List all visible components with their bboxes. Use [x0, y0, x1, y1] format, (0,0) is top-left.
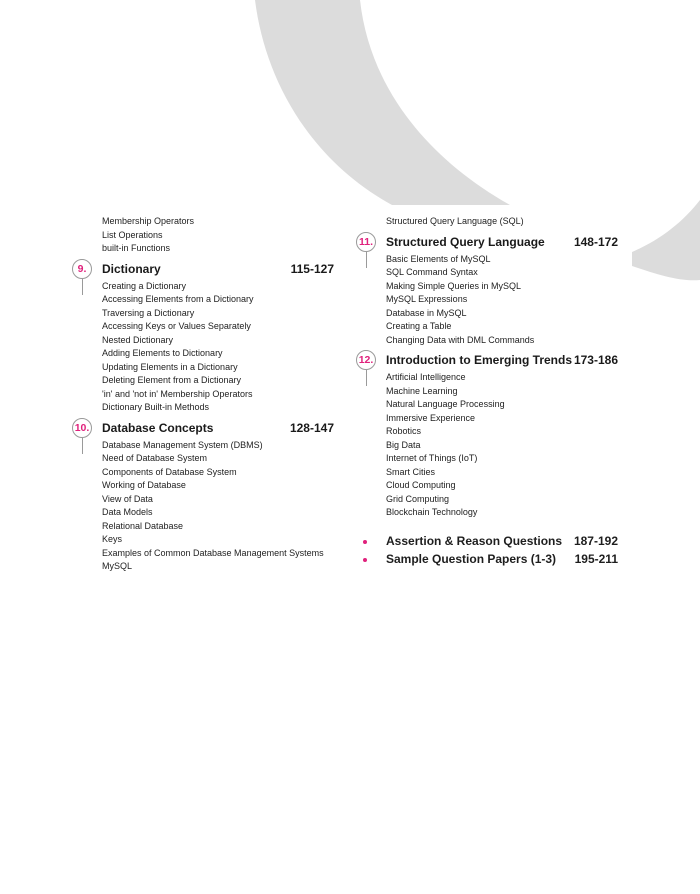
toc-item[interactable]: Updating Elements in a Dictionary: [102, 361, 238, 372]
chapter-number-badge: 12.: [356, 350, 376, 370]
extra-section-pages: 187-192: [573, 533, 618, 548]
badge-stem: [366, 252, 367, 268]
extra-section-title: Sample Question Papers (1-3): [386, 551, 557, 566]
toc-item[interactable]: Adding Elements to Dictionary: [102, 348, 223, 358]
extra-section-assertion-reason[interactable]: [356, 532, 618, 550]
spacer: [356, 520, 618, 532]
chapter-number-badge: 9.: [72, 259, 92, 279]
toc-item[interactable]: Relational Database: [102, 520, 184, 531]
toc-item[interactable]: Accessing Elements from a Dictionary: [102, 294, 254, 304]
toc-item[interactable]: Database in MySQL: [386, 307, 467, 318]
toc-item[interactable]: Grid Computing: [386, 493, 450, 504]
toc-item[interactable]: Membership Operators: [102, 216, 195, 226]
toc-item[interactable]: built-in Functions: [102, 243, 171, 253]
toc-item[interactable]: Accessing Keys or Values Separately: [102, 321, 251, 331]
toc-item[interactable]: Smart Cities: [386, 466, 436, 477]
toc-item[interactable]: Blockchain Technology: [386, 507, 478, 517]
toc-item[interactable]: Components of Database System: [102, 466, 237, 477]
chapter-pages: 115-127: [290, 261, 334, 276]
chapter-title: Introduction to Emerging Trends: [386, 353, 572, 367]
toc-left-column: [72, 215, 334, 574]
toc-item[interactable]: Immersive Experience: [386, 412, 476, 423]
toc-item[interactable]: Basic Elements of MySQL: [386, 253, 491, 264]
chapter-number-badge: 11.: [356, 232, 376, 252]
chapter-pages: 148-172: [573, 234, 618, 249]
toc-item[interactable]: Structured Query Language (SQL): [386, 216, 524, 226]
toc-item[interactable]: Creating a Dictionary: [102, 280, 187, 291]
toc-item[interactable]: Need of Database System: [102, 453, 208, 463]
toc-item[interactable]: Traversing a Dictionary: [102, 307, 195, 318]
toc-item[interactable]: Making Simple Queries in MySQL: [386, 280, 522, 291]
toc-item[interactable]: Robotics: [386, 426, 422, 436]
toc-item[interactable]: Nested Dictionary: [102, 334, 174, 345]
extra-section-title: Assertion & Reason Questions: [386, 533, 563, 548]
toc-item[interactable]: View of Data: [102, 493, 153, 504]
chapter-pages: 128-147: [289, 420, 334, 435]
bullet-dot-icon: [363, 558, 367, 562]
extra-section-pages: 195-211: [574, 551, 618, 566]
toc-item[interactable]: Database Management System (DBMS): [102, 439, 263, 450]
badge-stem: [82, 279, 83, 295]
chapter-title: Structured Query Language: [386, 234, 545, 249]
toc-right-column: [356, 215, 618, 568]
toc-item[interactable]: Working of Database: [102, 480, 186, 490]
extra-section-sample-papers[interactable]: [356, 550, 618, 568]
bullet-dot-icon: [363, 540, 367, 544]
badge-stem: [366, 370, 367, 386]
chapter-heading-12[interactable]: [356, 350, 618, 370]
toc-item[interactable]: MySQL Expressions: [386, 294, 468, 304]
chapter-heading-11[interactable]: [356, 232, 618, 252]
toc-item[interactable]: Machine Learning: [386, 385, 458, 396]
chapter-pages: 173-186: [573, 353, 618, 367]
toc-item[interactable]: Artificial Intelligence: [386, 372, 466, 382]
toc-item[interactable]: Examples of Common Database Management Systems: [102, 547, 324, 558]
chapter-heading-10[interactable]: [72, 418, 334, 438]
toc-item[interactable]: Big Data: [386, 439, 421, 450]
toc-item[interactable]: Deleting Element from a Dictionary: [102, 375, 242, 385]
chapter-title: Database Concepts: [102, 420, 214, 435]
toc-item[interactable]: 'in' and 'not in' Membership Operators: [102, 388, 253, 399]
toc-item[interactable]: Natural Language Processing: [386, 399, 505, 409]
toc-item[interactable]: Internet of Things (IoT): [386, 453, 478, 463]
toc-item[interactable]: Changing Data with DML Commands: [386, 334, 535, 345]
chapter-number-badge: 10.: [72, 418, 92, 438]
toc-item[interactable]: SQL Command Syntax: [386, 267, 478, 277]
toc-item[interactable]: Data Models: [102, 507, 153, 517]
chapter-title: Dictionary: [102, 261, 161, 276]
toc-item[interactable]: Dictionary Built-in Methods: [102, 402, 210, 412]
toc-item[interactable]: List Operations: [102, 229, 163, 240]
toc-item[interactable]: Keys: [102, 534, 123, 544]
chapter-heading-9[interactable]: [72, 259, 334, 279]
toc-item[interactable]: MySQL: [102, 561, 133, 571]
toc-item[interactable]: Cloud Computing: [386, 480, 456, 490]
badge-stem: [82, 438, 83, 454]
toc-item[interactable]: Creating a Table: [386, 321, 452, 331]
